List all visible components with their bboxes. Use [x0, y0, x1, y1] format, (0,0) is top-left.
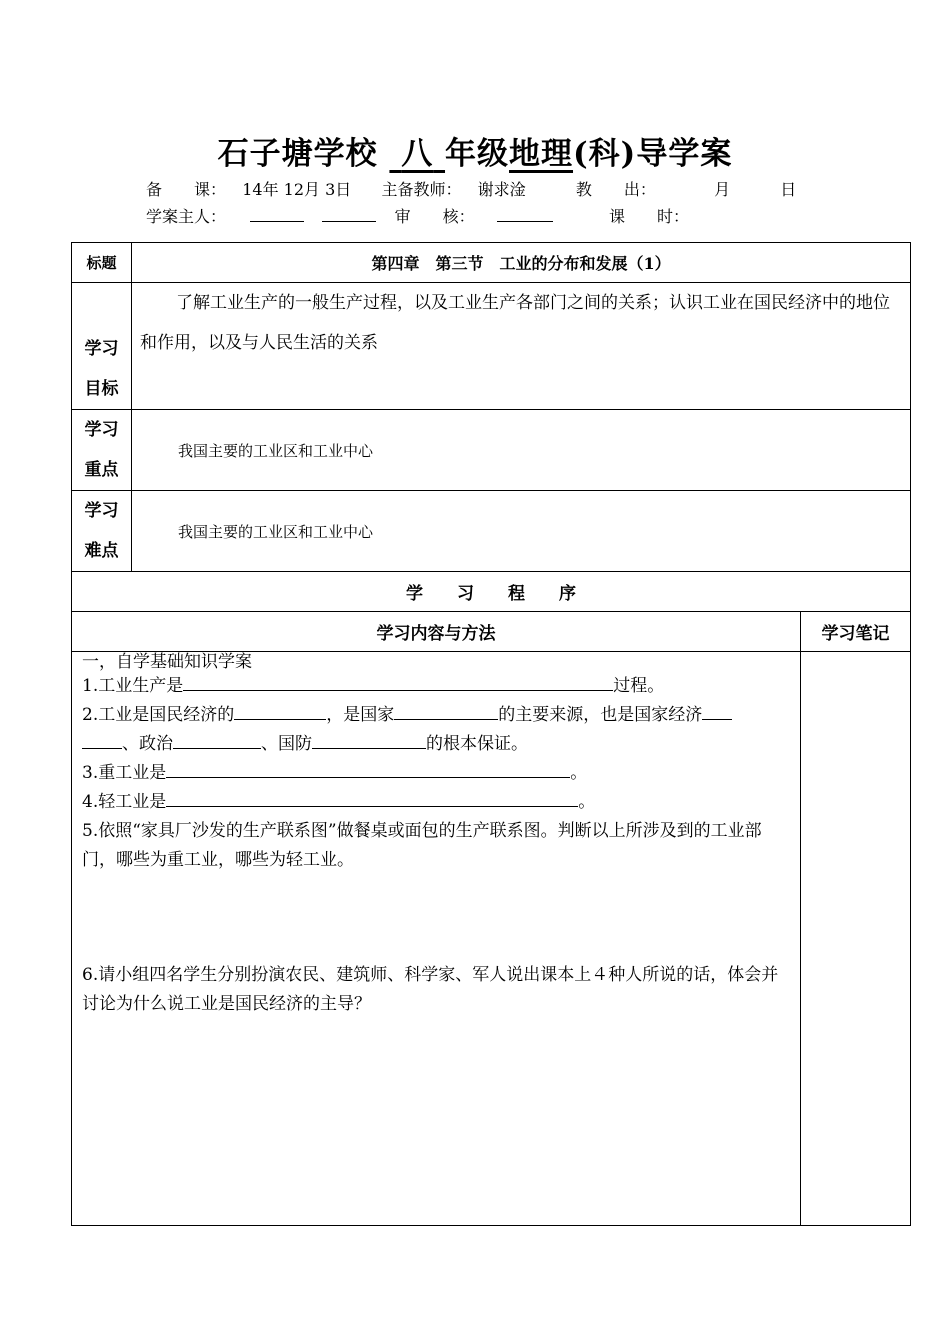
q2-blank-4[interactable]	[173, 730, 261, 749]
q2-blank-5[interactable]	[312, 730, 426, 749]
focus-row	[72, 410, 911, 491]
teacher-value: 谢求淦	[477, 180, 526, 199]
difficulty-text: 我国主要的工业区和工业中心	[132, 491, 911, 572]
title-subject: 地理	[509, 136, 574, 172]
document-title	[0, 128, 950, 173]
content-header: 学习内容与方法	[72, 612, 801, 652]
prep-value: 14年 12月 3日	[242, 180, 352, 199]
title-label: 标题	[72, 243, 132, 283]
difficulty-label: 学习 难点	[72, 491, 132, 572]
goal-label: 学习 目标	[72, 283, 132, 410]
title-row	[72, 243, 911, 283]
question-2: 2.工业是国民经济的 ，是国家 的主要来源，也是国家经济	[82, 701, 800, 730]
q1-blank[interactable]	[183, 672, 613, 691]
content-cell	[72, 652, 801, 1226]
goal-text: 了解工业生产的一般生产过程，以及工业生产各部门之间的关系；认识工业在国民经济中的地位和作用，以及与人民生活的关系	[132, 283, 911, 410]
q5-answer-space[interactable]	[82, 875, 800, 961]
question-4: 4.轻工业是 。	[82, 788, 800, 817]
title-school: 石子塘学校	[217, 136, 378, 172]
goal-row	[72, 283, 911, 410]
lesson-title: 第四章 第三节 工业的分布和发展（1）	[132, 243, 911, 283]
review-blank[interactable]	[497, 203, 553, 222]
month-label: 月	[714, 180, 731, 199]
focus-label: 学习 重点	[72, 410, 132, 491]
difficulty-row	[72, 491, 911, 572]
question-5: 5.依照“家具厂沙发的生产联系图”做餐桌或面包的生产联系图。判断以上所涉及到的工业部门，哪些为重工业，哪些为轻工业。	[82, 821, 762, 870]
owner-blank-1[interactable]	[250, 203, 304, 222]
title-suffix: (科)导学案	[573, 136, 733, 172]
owner-blank-2[interactable]	[322, 203, 376, 222]
notes-header: 学习笔记	[801, 612, 911, 652]
content-header-row	[72, 612, 911, 652]
section-title: 一，自学基础知识学案	[82, 652, 252, 672]
q3-blank[interactable]	[166, 759, 570, 778]
teacher-label: 主备教师：	[381, 180, 462, 199]
lesson-table	[71, 242, 911, 1226]
meta-row-2	[146, 203, 689, 227]
procedure-row	[72, 572, 911, 612]
title-grade: 八	[401, 136, 434, 172]
period-label: 课 时：	[608, 207, 689, 226]
owner-label: 学案主人：	[146, 207, 227, 226]
day-label: 日	[780, 180, 797, 199]
q2-blank-2[interactable]	[394, 701, 498, 720]
title-grade-suffix: 年级	[445, 136, 510, 172]
teach-label: 教 出：	[575, 180, 656, 199]
question-3: 3.重工业是 。	[82, 759, 800, 788]
q2-blank-3[interactable]	[702, 701, 732, 720]
notes-cell[interactable]	[801, 652, 911, 1226]
q2-blank-1[interactable]	[234, 701, 326, 720]
q2-blank-3b[interactable]	[82, 730, 122, 749]
procedure-heading: 学 习 程 序	[72, 572, 911, 612]
question-1: 1.工业生产是 过程。	[82, 672, 800, 701]
content-row	[72, 652, 911, 1226]
review-label: 审 核：	[394, 207, 475, 226]
question-6: 6.请小组四名学生分别扮演农民、建筑师、科学家、军人说出课本上４种人所说的话，体会并讨论为什么说工业是国民经济的主导？	[82, 965, 779, 1014]
meta-row-1	[146, 177, 796, 200]
focus-text: 我国主要的工业区和工业中心	[132, 410, 911, 491]
q4-blank[interactable]	[166, 788, 578, 807]
prep-label: 备 课：	[146, 180, 227, 199]
question-2-cont: 、政治 、国防 的根本保证。	[82, 730, 800, 759]
